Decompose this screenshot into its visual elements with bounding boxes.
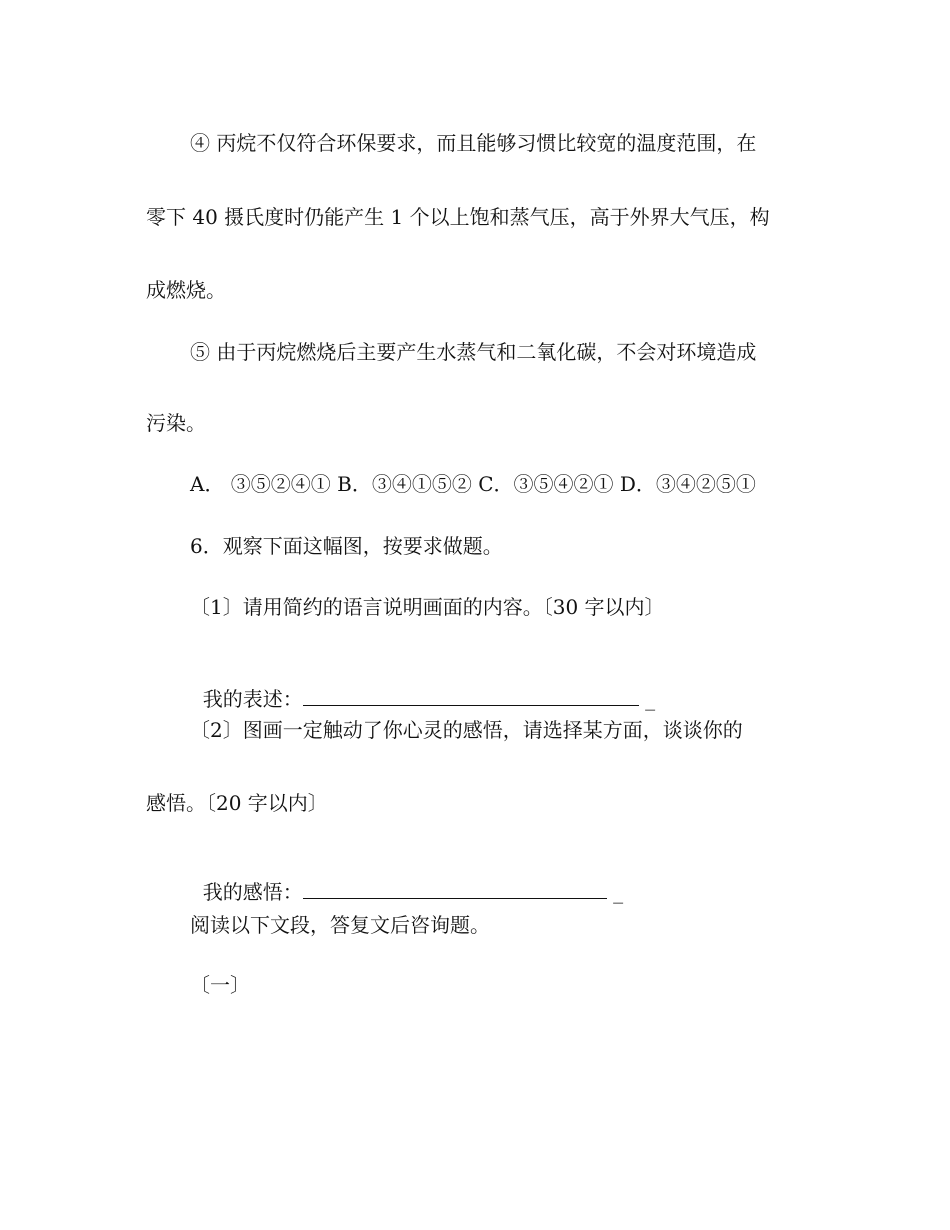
question-6-part-1: 〔1〕请用简约的语言说明画面的内容。〔30 字以内〕 (190, 595, 665, 619)
answer-2-label: 我的感悟： (202, 880, 303, 904)
paragraph-4-line-3: 成燃烧。 (146, 278, 226, 302)
question-6: 6．观察下面这幅图，按要求做题。 (190, 534, 503, 558)
paragraph-5-line-1: ⑤ 由于丙烷燃烧后主要产生水蒸气和二氧化碳，不会对环境造成 (190, 340, 757, 364)
answer-1-tail: _ (645, 687, 656, 711)
answer-options: A． ③⑤②④① B．③④①⑤② C．③⑤④②① D．③④②⑤① (190, 472, 756, 496)
answer-2-tail: _ (613, 880, 624, 904)
answer-1-blank[interactable] (303, 689, 639, 706)
paragraph-5-line-2: 污染。 (146, 411, 206, 435)
section-label: 〔一〕 (190, 973, 250, 997)
reading-instruction: 阅读以下文段，答复文后咨询题。 (190, 913, 490, 937)
paragraph-4-line-1: ④ 丙烷不仅符合环保要求，而且能够习惯比较宽的温度范围，在 (190, 131, 757, 155)
question-6-part-2-line-2: 感悟。〔20 字以内〕 (146, 791, 328, 815)
answer-2-blank[interactable] (303, 882, 607, 899)
paragraph-4-line-2: 零下 40 摄氏度时仍能产生 1 个以上饱和蒸气压，高于外界大气压，构 (146, 205, 770, 229)
question-6-part-2-line-1: 〔2〕图画一定触动了你心灵的感悟，请选择某方面，谈谈你的 (190, 718, 743, 742)
answer-1-row (190, 657, 655, 713)
answer-1-label: 我的表述： (202, 687, 303, 711)
answer-2-row (190, 850, 623, 906)
